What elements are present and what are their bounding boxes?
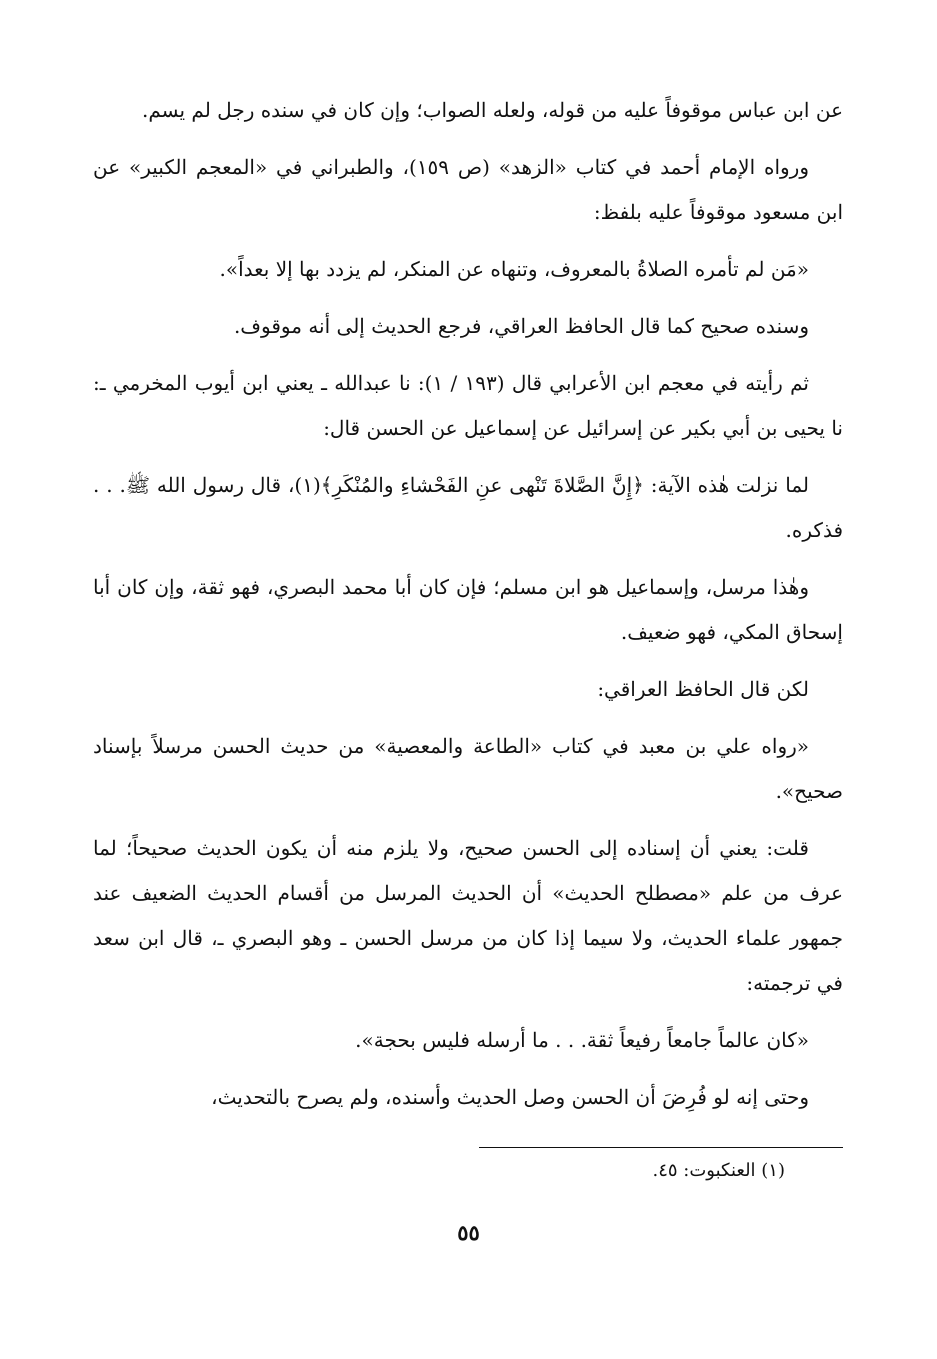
quote-2: «رواه علي بن معبد في كتاب «الطاعة والمعصية» من حديث الحسن مرسلاً بإسناد صحيح». (93, 734, 843, 803)
paragraph-9: وحتى إنه لو فُرِضَ أن الحسن وصل الحديث وأسنده، ولم يصرح بالتحديث، (211, 1085, 809, 1109)
quote-3: «كان عالماً جامعاً رفيعاً ثقة. . . ما أرسله فليس بحجة». (355, 1028, 809, 1052)
paragraph-2: ورواه الإمام أحمد في كتاب «الزهد» (ص ١٥٩)، والطبراني في «المعجم الكبير» عن ابن مسعود موقوفاً عليه بلفظ: (93, 155, 843, 224)
paragraph-5: لما نزلت هٰذه الآية: ﴿إِنَّ الصَّلاةَ تَنْهى عنِ الفَحْشاءِ والمُنْكَرِ﴾(١)، قال رسول الله ﷺ. . . فذكره. (93, 473, 843, 542)
paragraph-1: عن ابن عباس موقوفاً عليه من قوله، ولعله الصواب؛ وإن كان في سنده رجل لم يسم. (141, 98, 843, 122)
paragraph-3: وسنده صحيح كما قال الحافظ العراقي، فرجع الحديث إلى أنه موقوف. (233, 314, 809, 338)
page-number: ٥٥ (457, 1220, 480, 1245)
paragraph-7: لكن قال الحافظ العراقي: (597, 677, 809, 701)
quote-1: «مَن لم تأمره الصلاةُ بالمعروف، وتنهاه عن المنكر، لم يزدد بها إلا بعداً». (219, 257, 809, 281)
main-text (93, 88, 843, 1120)
footnote-divider (479, 1147, 843, 1148)
paragraph-8: قلت: يعني أن إسناده إلى الحسن صحيح، ولا يلزم منه أن يكون الحديث صحيحاً؛ لما عرف من علم «مصطلح الحديث» أن الحديث المرسل من أقسام الحديث الضعيف عند جمهور علماء الحديث، ولا سيما إذا كان من مرسل الحسن ـ وهو البصري ـ، قال ابن سعد في ترجمته: (93, 836, 843, 995)
paragraph-4: ثم رأيته في معجم ابن الأعرابي قال (١٩٣ / ١): نا عبدالله ـ يعني ابن أيوب المخرمي ـ: نا يحيى بن أبي بكير عن إسرائيل عن إسماعيل عن الحسن قال: (93, 371, 843, 440)
footnote: (١) العنكبوت: ٤٥. (652, 1160, 785, 1181)
paragraph-6: وهٰذا مرسل، وإسماعيل هو ابن مسلم؛ فإن كان أبا محمد البصري، فهو ثقة، وإن كان أبا إسحاق المكي، فهو ضعيف. (93, 575, 843, 644)
